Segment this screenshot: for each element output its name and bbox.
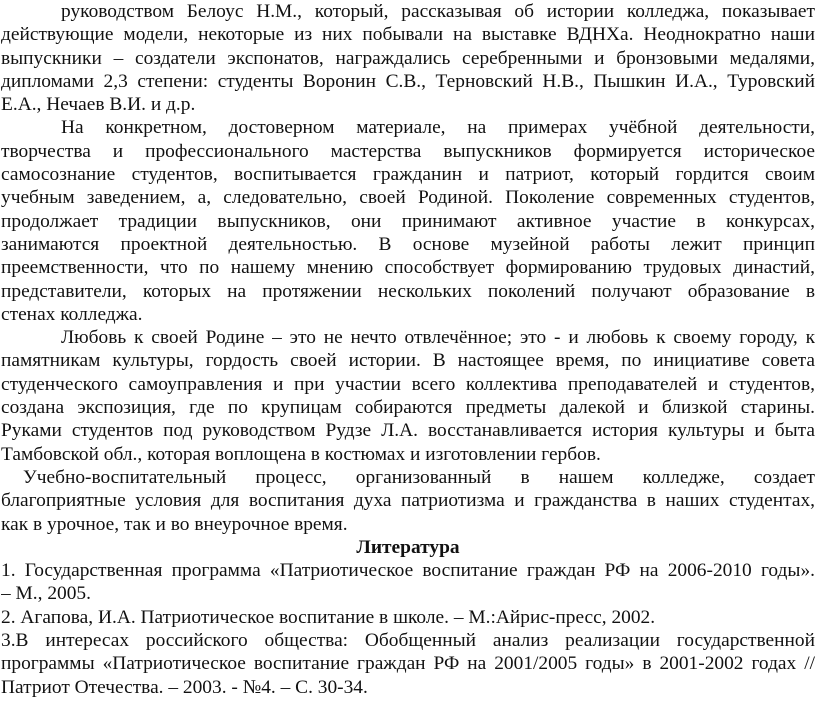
reference-line: 3.В интересах российского общества: Обобщенный анализ реализации государственной [1,630,815,652]
reference-line: – М., 2005. [1,583,91,605]
paragraph-line: Учебно-воспитательный процесс, организованный в нашем колледже, создает [23,466,815,488]
paragraph-line: занимаются проектной деятельностью. В основе музейной работы лежит принцип [1,233,815,255]
reference-line: программы «Патриотическое воспитание граждан РФ на 2001/2005 годы» в 2001-2002 годах // [1,653,815,675]
paragraph-line: руководством Белоус Н.М., который, рассказывая об истории колледжа, показывает [61,1,815,22]
reference-list [1,559,815,699]
paragraph-line: как в урочное, так и во внеурочное время. [1,513,348,535]
paragraph-line: преемственности, что по нашему мнению способствует формированию трудовых династий, [1,257,815,279]
reference-item [1,629,815,699]
paragraph-line: Тамбовской обл., которая воплощена в костюмах и изготовлении гербов. [1,443,601,465]
reference-line: Патриот Отечества. – 2003. - №4. – С. 30-34. [1,676,368,698]
paragraph-line: Руками студентов под руководством Рудзе Л.А. восстанавливается история культуры и быта [1,420,815,442]
reference-item [1,606,815,629]
reference-line: 2. Агапова, И.А. Патриотическое воспитание в школе. – М.:Айрис-пресс, 2002. [1,606,656,628]
paragraph-line: создана экспозиция, где по крупицам собираются предметы далекой и близкой старины. [1,397,815,419]
paragraph [1,326,815,466]
paragraph-line: самосознание студентов, воспитывается гражданин и патриот, который гордится своим [1,164,815,186]
paragraph-line: благоприятные условия для воспитания духа патриотизма и гражданства в наших студентах, [1,490,815,512]
paragraph-line: выпускники – создатели экспонатов, награждались серебренными и бронзовыми медалями, [1,47,815,69]
paragraph-line: памятникам культуры, гордость своей истории. В настоящее время, по инициативе совета [1,350,815,372]
reference-line: 1. Государственная программа «Патриотическое воспитание граждан РФ на 2006-2010 годы». [1,560,815,582]
paragraph-line: учебным заведением, а, следовательно, своей Родиной. Поколение современных студентов, [1,187,815,209]
paragraph-line: действующие модели, некоторые из них побывали на выставке ВДНХа. Неоднократно наши [1,24,815,46]
paragraph-line: На конкретном, достоверном материале, на примерах учёбной деятельности, [61,117,815,139]
reference-item [1,559,815,606]
paragraph [1,466,815,536]
paragraph-line: стенах колледжа. [1,303,143,325]
literature-heading: Литература [356,536,460,558]
body-text [1,0,815,536]
paragraph [1,116,815,326]
paragraph-line: дипломами 2,3 степени: студенты Воронин С.В., Терновский Н.В., Пышкин И.А., Туровский [1,70,815,92]
paragraph-line: представители, которых на протяжении нескольких поколений получают образование в [1,280,815,302]
paragraph-line: Е.А., Нечаев В.И. и д.р. [1,94,196,116]
paragraph-line: продолжает традиции выпускников, они принимают активное участие в конкурсах, [1,210,815,232]
paragraph-line: студенческого самоуправления и при участии всего коллектива преподавателей и студентов, [1,373,815,395]
paragraph [1,0,815,116]
paragraph-line: творчества и профессионального мастерства выпускников формируется историческое [1,140,815,162]
paragraph-line: Любовь к своей Родине – это не нечто отвлечённое; это - и любовь к своему городу, к [61,327,815,349]
